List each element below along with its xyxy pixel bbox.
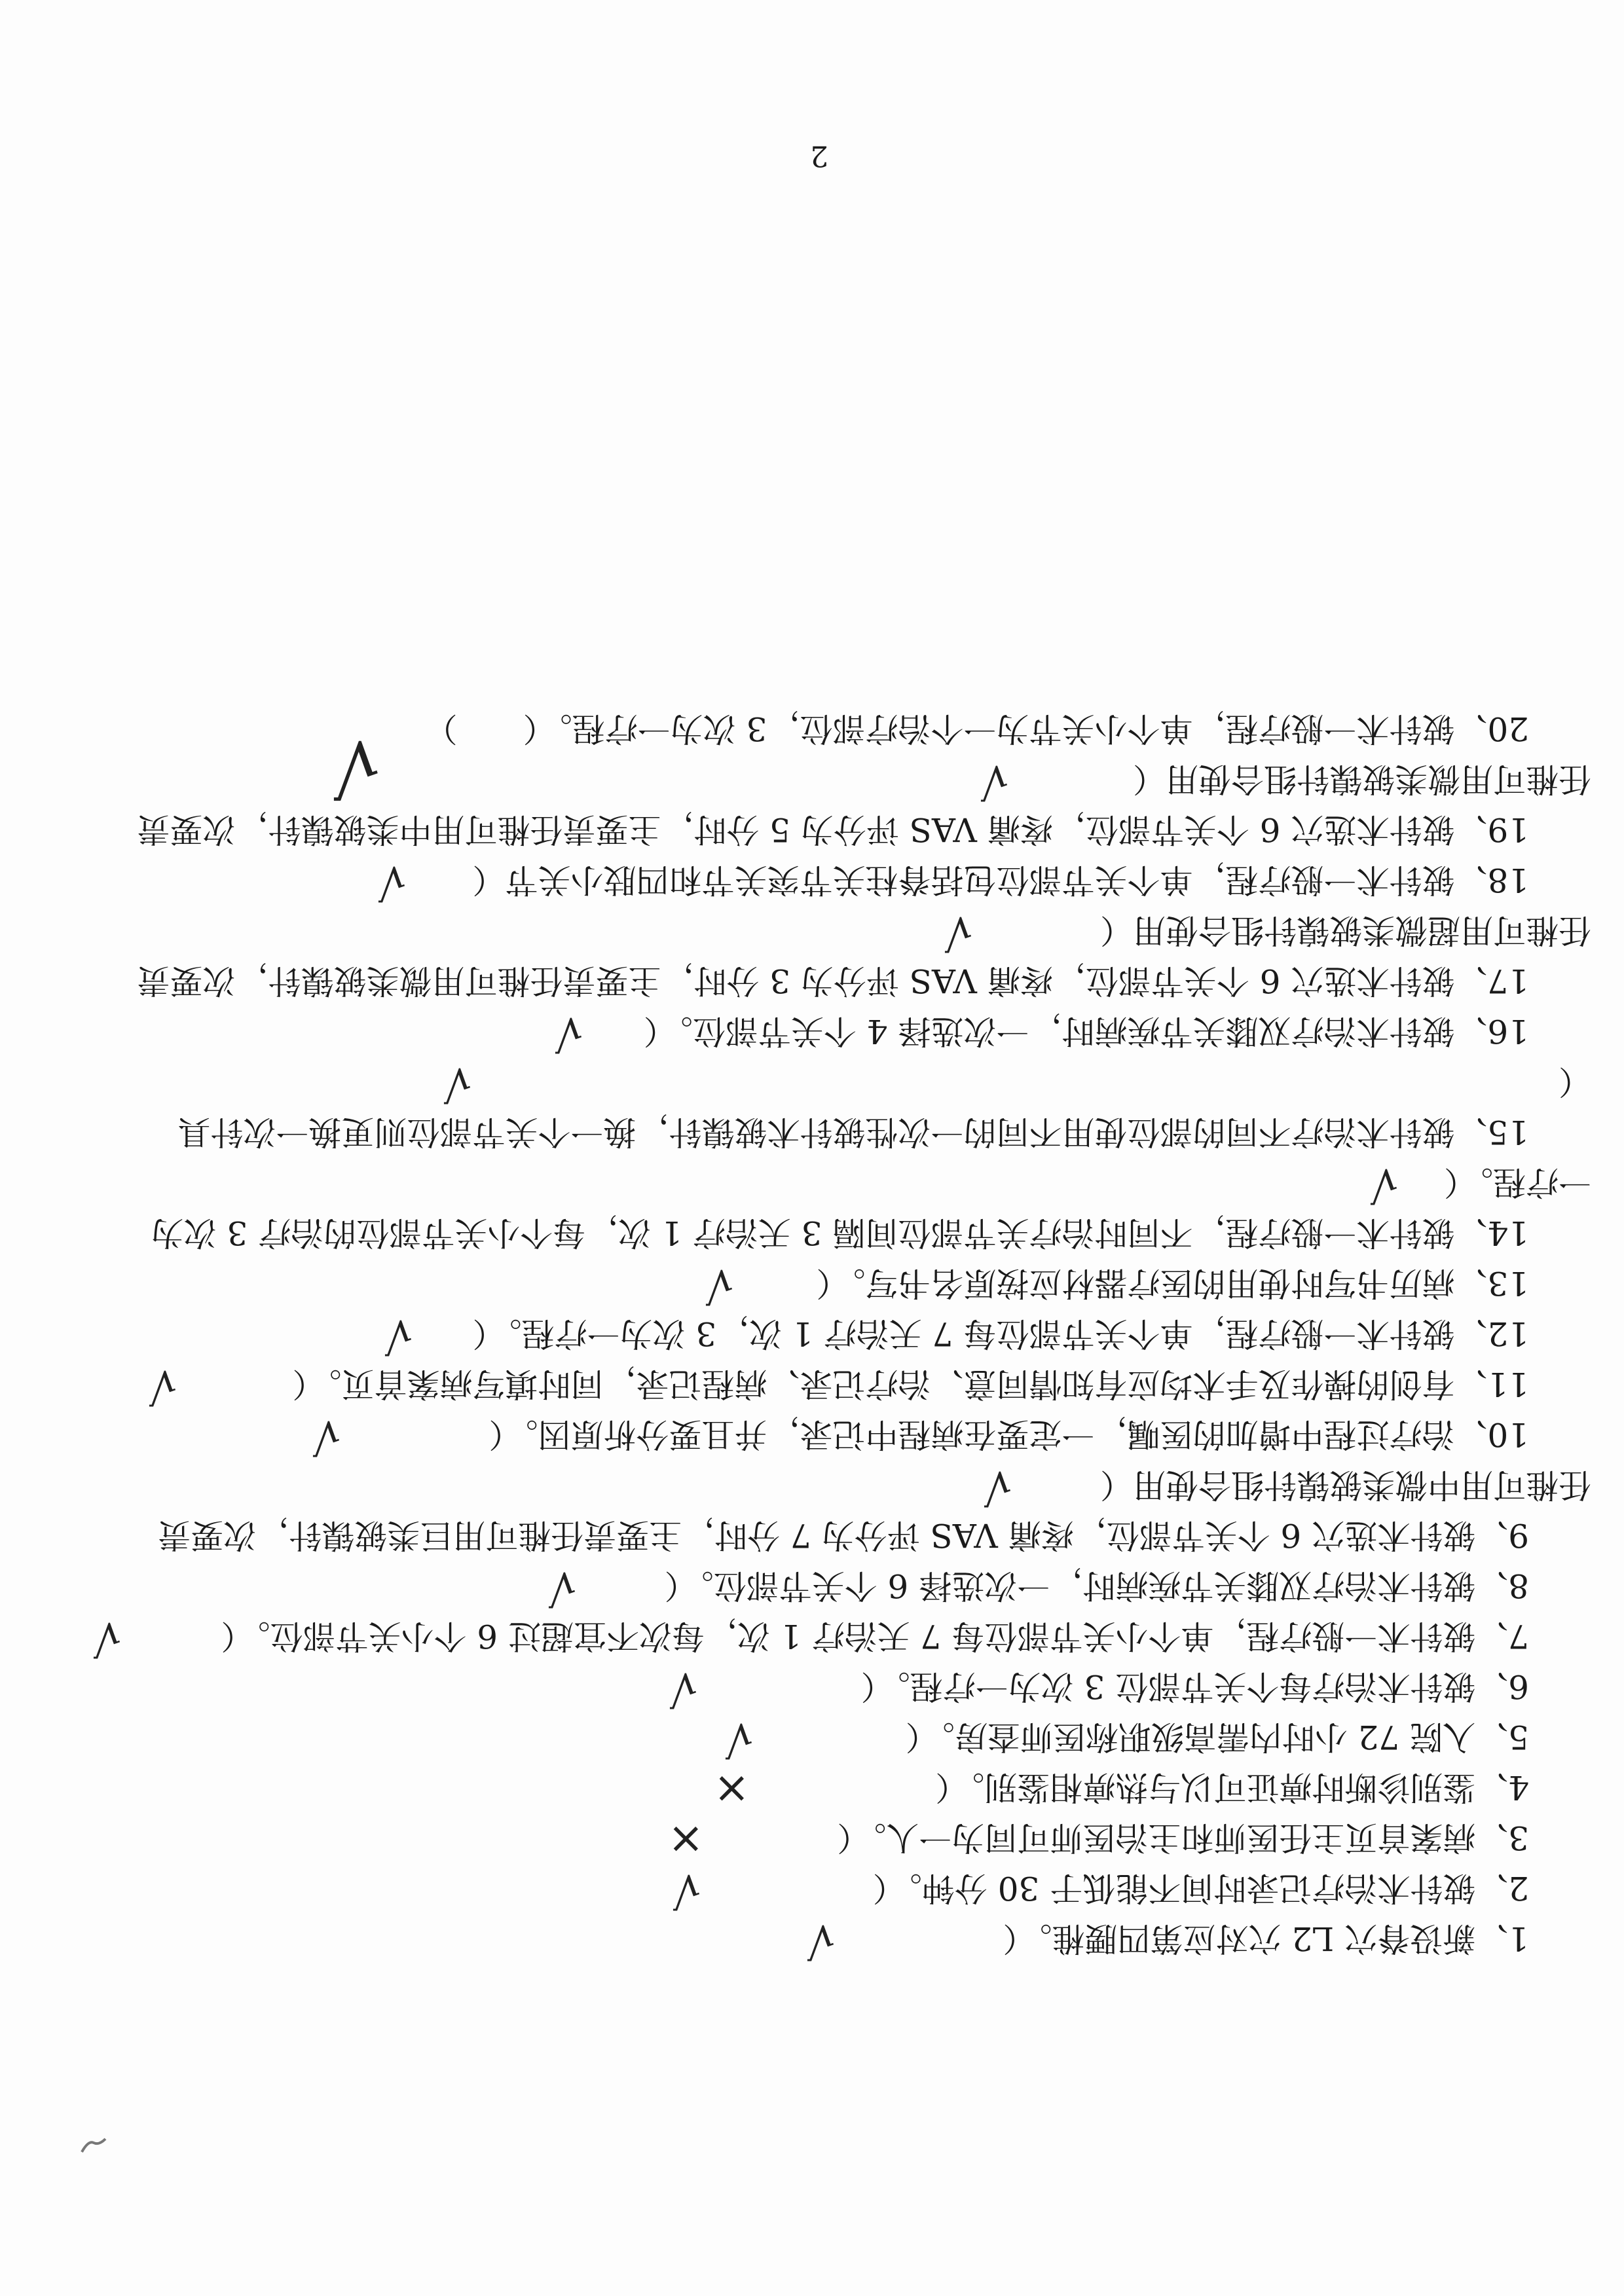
question-9 — [158, 1515, 1529, 1556]
question-number: 18、 — [1454, 861, 1529, 899]
answer-mark: √ — [548, 1563, 576, 1613]
question-15-continuation: （ — [1559, 1063, 1591, 1101]
question-6 — [861, 1666, 1529, 1707]
question-number: 10、 — [1454, 1415, 1529, 1453]
answer-mark: √ — [669, 1664, 697, 1714]
answer-mark: √ — [93, 1613, 121, 1664]
answer-mark: √ — [149, 1361, 177, 1412]
question-11 — [292, 1364, 1529, 1404]
answer-mark: √ — [384, 1311, 413, 1361]
question-14-continuation: 一疗程。（ — [1444, 1163, 1591, 1201]
question-text: 铍针术一般疗程，单个小关节部位每 7 天治疗 1 次，每次不宜超过 6 个小关节部位。（ — [221, 1617, 1476, 1655]
question-number: 3、 — [1475, 1819, 1529, 1857]
question-text: 铍针术选穴 6 个关节部位，疼痛 VAS 评分为 7 分时，主要责任椎可用巨类铍镍针，次要责 — [158, 1516, 1476, 1554]
question-19 — [137, 809, 1529, 850]
answer-mark: √ — [944, 907, 972, 958]
question-text: 治疗过程中增加的医嘱，一定要在病程中记录，并且要分析原因。（ — [489, 1415, 1455, 1453]
question-text: 入院 72 小时内需高级职称医师查房。（ — [905, 1718, 1476, 1756]
question-16 — [644, 1011, 1529, 1051]
question-2 — [873, 1868, 1529, 1908]
question-19-continuation: 任椎可用微类铍镍针组合使用（ — [1133, 760, 1591, 798]
question-text: 铍针术一般疗程，单个关节部位每 7 天治疗 1 次，3 次为一疗程。（ — [472, 1315, 1455, 1353]
question-text: 铍针术一般疗程，不同时治疗关节部位间隔 3 天治疗 1 次，每个小关节部位的治疗 3 次为 — [151, 1214, 1455, 1252]
question-number: 8、 — [1475, 1567, 1529, 1605]
question-5 — [906, 1717, 1529, 1757]
question-text: 铍针术治疗每个关节部位 3 次为一疗程。（ — [860, 1667, 1476, 1705]
question-12 — [472, 1313, 1529, 1354]
question-text: 新设脊穴 L2 穴对应第四腰椎。（ — [1003, 1920, 1476, 1958]
question-number: 16、 — [1454, 1012, 1529, 1050]
question-number: 11、 — [1454, 1365, 1529, 1403]
question-number: 12、 — [1454, 1315, 1529, 1353]
question-10 — [489, 1414, 1529, 1455]
question-text: 铍针术治疗双膝关节疾病时，一次选择 6 个关节部位。（ — [664, 1567, 1476, 1605]
question-17 — [137, 960, 1529, 1001]
answer-mark: √ — [378, 857, 406, 907]
question-number: 20、 — [1454, 710, 1529, 748]
question-number: 4、 — [1475, 1768, 1529, 1806]
question-1 — [1003, 1918, 1529, 1959]
question-number: 5、 — [1475, 1718, 1529, 1756]
answer-mark: √ — [443, 1059, 471, 1109]
question-text: 病历书写时使用的医疗器材应按原名书写。（ — [816, 1264, 1455, 1302]
answer-mark: √ — [312, 1412, 341, 1462]
question-number: 7、 — [1475, 1617, 1529, 1655]
question-7 — [221, 1616, 1529, 1656]
answer-mark: √ — [333, 725, 380, 809]
question-text: 铍针术选穴 6 个关节部位，疼痛 VAS 评分为 5 分时，主要责任椎可用中类铍镍针，次要责 — [137, 811, 1455, 848]
question-14 — [151, 1212, 1529, 1253]
question-number: 15、 — [1454, 1113, 1529, 1151]
question-text: 铍针术一般疗程，单个关节部位包括脊柱关节突关节和四肢小关节（ — [472, 861, 1455, 899]
question-20 — [425, 708, 1529, 749]
question-number: 14、 — [1454, 1214, 1529, 1252]
answer-mark: × — [667, 1815, 704, 1865]
question-number: 19、 — [1454, 811, 1529, 848]
question-3 — [837, 1817, 1529, 1858]
question-text: 铍针术一般疗程，单个小关节为一个治疗部位，3 次为一疗程。（ ） — [424, 710, 1455, 748]
question-number: 9、 — [1475, 1516, 1529, 1554]
answer-mark: √ — [705, 1260, 733, 1311]
answer-mark: √ — [980, 756, 1008, 807]
answer-mark: × — [713, 1764, 750, 1815]
scan-speck — [77, 2132, 108, 2159]
question-17-continuation: 任椎可用超微类铍镍针组合使用（ — [1100, 911, 1591, 949]
answer-mark: √ — [725, 1714, 753, 1764]
question-number: 13、 — [1454, 1264, 1529, 1302]
question-number: 6、 — [1475, 1667, 1529, 1705]
question-13 — [816, 1263, 1529, 1303]
answer-mark: √ — [1370, 1159, 1398, 1210]
question-8 — [665, 1565, 1529, 1606]
question-text: 有创的操作及手术均应有知情同意、治疗记录、病程记录，同时填写病案首页。（ — [292, 1365, 1455, 1403]
question-number: 17、 — [1454, 962, 1529, 1000]
question-text: 鉴别诊断时痹证可以与热痹相鉴别。（ — [935, 1768, 1476, 1806]
question-number: 2、 — [1475, 1869, 1529, 1907]
answer-mark: √ — [673, 1865, 701, 1916]
question-15 — [177, 1112, 1529, 1152]
question-number: 1、 — [1475, 1920, 1529, 1958]
page-number: 2 — [810, 139, 828, 172]
question-text: 铍针术治疗双膝关节疾病时，一次选择 4 个关节部位。（ — [643, 1012, 1455, 1050]
question-18 — [472, 860, 1529, 900]
question-4 — [935, 1767, 1529, 1808]
answer-mark: √ — [555, 1008, 583, 1059]
question-text: 病案首页主任医师和主治医师可同为一人。（ — [837, 1819, 1476, 1857]
answer-mark: √ — [807, 1916, 835, 1966]
question-text: 铍针术治疗不同的部位使用不同的一次性铍针术铍镍针，换一个关节部位则更换一次针具 — [177, 1113, 1455, 1151]
answer-mark: √ — [984, 1462, 1012, 1512]
question-text: 铍针术治疗记录时间不能低于 30 分钟。（ — [872, 1869, 1476, 1907]
question-text: 铍针术选穴 6 个关节部位，疼痛 VAS 评分为 3 分时，主要责任椎可用微类铍镍针，次要责 — [137, 962, 1455, 1000]
question-9-continuation: 任椎可用中微类铍镍针组合使用（ — [1100, 1466, 1591, 1504]
